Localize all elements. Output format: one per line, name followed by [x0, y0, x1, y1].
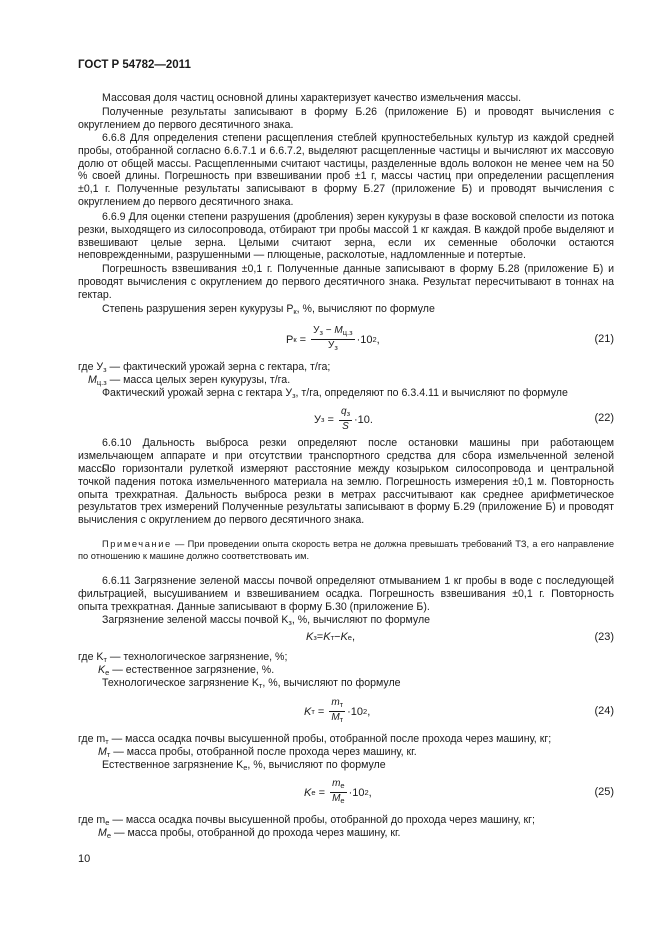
- paragraph-6-6-9: 6.6.9 Для оценки степени разрушения (дробления) зерен кукурузы в фазе восковой спелости из потока резки, выходящего из силосопровода, отбирают три пробы массой 1 кг каждая. В каждой пробе выделяют и взвешивают целые зерна. Целыми считают зерна, если их семенные оболочки остаются неповрежденными, разрушенными — плющеные, расколотые, надломленные и потертые.: [78, 211, 614, 262]
- paragraph-formula-25-intro: Естественное загрязнение $K_е$, %, вычисляют по формуле: [102, 759, 386, 772]
- paragraph-2: Полученные результаты записывают в форму Б.26 (приложение Б) и проводят вычисления с округлением до первого десятичного знака.: [78, 106, 614, 131]
- paragraph-1: Массовая доля частиц основной длины характеризует качество измельчения массы.: [102, 92, 522, 104]
- paragraph-6-6-11: 6.6.11 Загрязнение зеленой массы почвой определяют отмыванием 1 кг пробы в воде с последующей фильтрацией, высушиванием и взвешиванием осадка. Погрешность взвешивания ±0,1 г. Повторность опыта трехкратная. Данные записывают в форму Б.30 (приложение Б).: [78, 575, 614, 613]
- paragraph-measure: По горизонтали рулеткой измеряют расстояние между козырьком силосопровода и центральной точкой падения потока измельченного материала на землю. Погрешность измерения ±0,1 м. Повторность опыта трехкратная. Дальность выброса резки в метрах рассчитывают как среднее арифметическое результатов трех измерений Полученные результаты записывают в форму Б.29 (приложение Б) и проводят вычисления с округлением до первого десятичного знака.: [78, 463, 614, 527]
- paragraph-formula-21-intro: Степень разрушения зерен кукурузы $Р_к$, %, вычисляют по формуле: [102, 303, 435, 316]
- paragraph-formula-22-intro: Фактический урожай зерна с гектара $У_з$, т/га, определяют по 6.3.4.11 и вычисляют по формуле: [102, 387, 568, 400]
- formula-25-number: (25): [594, 786, 614, 798]
- formula-23-number: (23): [594, 631, 614, 643]
- where-21-line1: где $У_з$ — фактический урожай зерна с гектара, т/га;: [78, 361, 331, 374]
- paragraph-formula-24-intro: Технологическое загрязнение $K_т$, %, вычисляют по формуле: [102, 677, 401, 690]
- formula-25: K е = $\frac{m_е}{M_е}$ ·10 2 , (25): [304, 778, 614, 805]
- paragraph-formula-23-intro: Загрязнение зеленой массы почвой $K_з$, %, вычисляют по формуле: [102, 614, 431, 627]
- paragraph-6-6-8: 6.6.8 Для определения степени расщепления стеблей крупностебельных культур из каждой средней пробы, отобранной согласно 6.6.7.1 и 6.6.7.2, выделяют расщепленные частицы и вычисляют их массовую долю от общей массы. Расщепленными считают частицы, разделенные вдоль волокон не менее чем на 50 % своей длины. Погрешность при взвешивании проб ±1 г, массы частиц при определении расщепления ±0,1 г. Полученные результаты записывают в форму Б.27 (приложение Б) и проводят вычисления с округлением до первого десятичного знака.: [78, 132, 614, 208]
- formula-24: K т = $\frac{m_т}{M_т}$ ·10 2 , (24): [304, 697, 614, 724]
- formula-24-number: (24): [594, 705, 614, 717]
- where-21-line2: $М_{ц.з}$ — масса целых зерен кукурузы, т/га.: [88, 374, 291, 387]
- where-24-line2: $M_т$ — масса пробы, отобранной после прохода через машину, кг.: [98, 746, 417, 759]
- formula-22: У з = $\frac{q_з}{S}$ ·10. (22): [314, 406, 614, 432]
- formula-21-number: (21): [594, 333, 614, 345]
- page-number: 10: [78, 853, 91, 865]
- where-25-line1: где $m_е$ — масса осадка почвы высушенной пробы, отобранной до прохода через машину, кг;: [78, 814, 535, 827]
- where-23-line2: $K_е$ — естественное загрязнение, %.: [98, 664, 275, 677]
- paragraph-6-6-10: 6.6.10 Дальность выброса резки определяют после остановки машины при работающем измельчающем аппарате и при отсутствии транспортного средства для сбора измельченной зеленой массы.: [78, 437, 614, 475]
- paragraph-error: Погрешность взвешивания ±0,1 г. Полученные данные записывают в форму Б.28 (приложение Б) и проводят вычисления с округлением до первого десятичного знака. Результат пересчитывают в тоннах на гектар.: [78, 263, 614, 301]
- where-25-line2: $M_е$ — масса пробы, отобранной до прохода через машину, кг.: [98, 827, 401, 840]
- formula-21: Р к = $\frac{У_з - М_{ц.з}}{У_з}$ ·10 2 , (21): [286, 325, 614, 352]
- where-24-line1: где $m_т$ — масса осадка почвы высушенной пробы, отобранной после прохода через машину, кг;: [78, 733, 552, 746]
- formula-22-number: (22): [594, 412, 614, 424]
- where-23-line1: где $K_т$ — технологическое загрязнение, %;: [78, 651, 288, 664]
- page-header: ГОСТ Р 54782—2011: [78, 59, 191, 71]
- note: Примечание — При проведении опыта скорость ветра не должна превышать требований ТЗ, а его направление по отношению к машине должно соответствовать им.: [78, 539, 614, 561]
- formula-23: K з = K т − K е , (23): [306, 631, 614, 643]
